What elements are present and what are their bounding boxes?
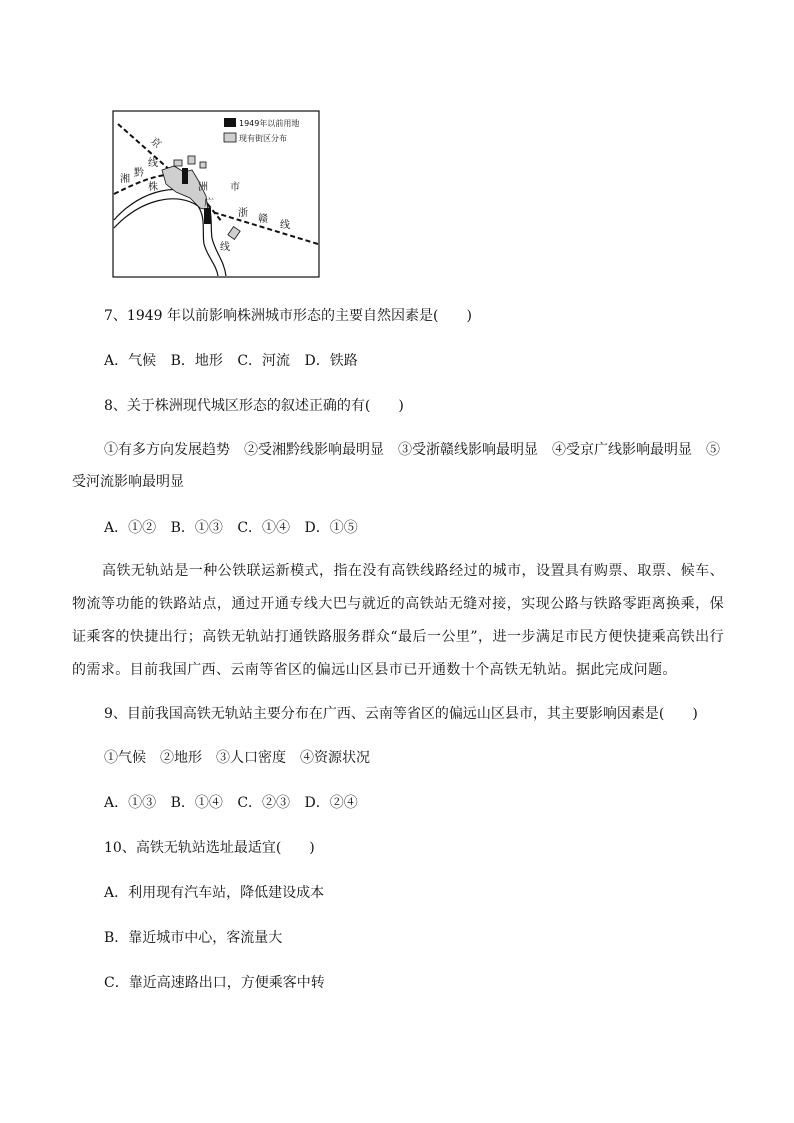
legend-label-current: 现有街区分布 xyxy=(239,134,287,143)
q8-statements-line1: ①有多方向发展趋势 ②受湘黔线影响最明显 ③受浙赣线影响最明显 ④受京广线影响最明显 ⑤ xyxy=(104,442,720,458)
q7-option-a[interactable]: A．气候 xyxy=(104,353,157,369)
q8-stem: 8、关于株洲现代城区形态的叙述正确的有( ) xyxy=(104,398,404,414)
q8-option-c[interactable]: C．①④ xyxy=(237,520,291,536)
label-xian-upper: 线 xyxy=(148,158,158,169)
q7-option-d[interactable]: D．铁路 xyxy=(304,353,358,369)
q10-stem: 10、高铁无轨站选址最适宜( ) xyxy=(104,840,315,856)
q9-stem: 9、目前我国高铁无轨站主要分布在广西、云南等省区的偏远山区县市，其主要影响因素是( ) xyxy=(104,706,698,722)
pre1949-area-north xyxy=(182,168,188,184)
label-xiang: 湘 xyxy=(120,174,130,185)
label-zhu: 株 xyxy=(148,182,158,193)
q9-option-b[interactable]: B．①④ xyxy=(170,795,223,811)
q8-option-a[interactable]: A．①② xyxy=(104,520,157,536)
q8-statements-line2: 受河流影响最明显 xyxy=(72,474,184,490)
label-guang: 广 xyxy=(204,198,214,209)
q9-option-a[interactable]: A．①③ xyxy=(104,795,157,811)
q7-options xyxy=(104,351,368,371)
label-gan: 赣 xyxy=(258,214,268,225)
legend-swatch-current xyxy=(224,133,236,142)
zhuzhou-map-figure xyxy=(112,110,320,278)
q10-option-b[interactable]: B．靠近城市中心，客流量大 xyxy=(104,930,283,946)
q9-statements: ①气候 ②地形 ③人口密度 ④资源状况 xyxy=(104,750,370,766)
legend-swatch-pre1949 xyxy=(224,118,236,127)
q7-stem: 7、1949 年以前影响株洲城市形态的主要自然因素是( ) xyxy=(104,308,472,324)
urban-patch-north xyxy=(174,160,182,166)
q8-option-b[interactable]: B．①③ xyxy=(170,520,223,536)
passage-text: 高铁无轨站是一种公铁联运新模式，指在没有高铁线路经过的城市，设置具有购票、取票、候车、物流等功能的铁路站点，通过开通专线大巴与就近的高铁站无缝对接，实现公路与铁路零距离换乘，保证乘客的快捷出行；高铁无轨站打通铁路服务群众“最后一公里”，进一步满足市民方便快捷乘高铁出行的需求。目前我国广西、云南等省区的偏远山区县市已开通数十个高铁无轨站。据此完成问题。 xyxy=(72,563,724,678)
q10-option-c[interactable]: C．靠近高速路出口，方便乘客中转 xyxy=(104,975,325,991)
q8-options xyxy=(104,518,368,538)
map-frame xyxy=(113,111,319,277)
q7-option-b[interactable]: B．地形 xyxy=(170,353,223,369)
label-zhe: 浙 xyxy=(238,208,248,219)
pre1949-area-south xyxy=(204,208,211,224)
urban-patch-north-3 xyxy=(200,162,206,168)
q9-option-c[interactable]: C．②③ xyxy=(237,795,291,811)
label-zhou: 洲 xyxy=(198,182,208,193)
q7-option-c[interactable]: C．河流 xyxy=(237,353,291,369)
label-xian-lower: 线 xyxy=(220,242,230,253)
q8-option-d[interactable]: D．①⑤ xyxy=(304,520,358,536)
q9-option-d[interactable]: D．②④ xyxy=(304,795,358,811)
q10-option-a[interactable]: A．利用现有汽车站，降低建设成本 xyxy=(104,885,325,901)
label-jing: 京 xyxy=(148,135,163,151)
label-xian-end: 线 xyxy=(280,220,290,231)
legend-label-pre1949: 1949年以前用地 xyxy=(239,119,300,128)
label-qian: 黔 xyxy=(134,168,144,179)
urban-patch-north-2 xyxy=(188,156,195,164)
label-shi: 市 xyxy=(230,182,240,193)
q9-options xyxy=(104,793,368,813)
